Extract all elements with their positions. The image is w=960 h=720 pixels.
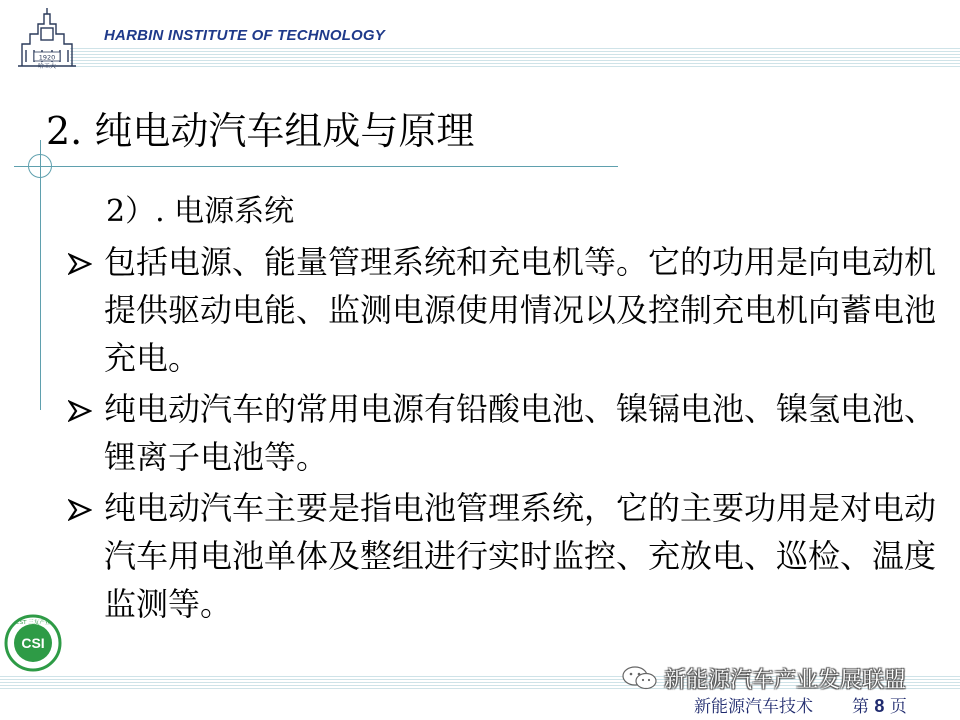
wechat-icon	[620, 664, 660, 692]
bullet-text: 纯电动汽车主要是指电池管理系统，它的主要功用是对电动汽车用电池单体及整组进行实时监控、充放电、巡检、温度监测等。	[104, 489, 937, 623]
bullet-item	[66, 238, 936, 382]
watermark-text: 新能源汽车产业发展联盟	[664, 668, 907, 693]
page-suffix: 页	[889, 697, 907, 717]
bullet-item	[66, 484, 936, 628]
badge-ring-text: CST 三友产业	[15, 620, 51, 626]
bullet-text: 纯电动汽车的常用电源有铅酸电池、镍镉电池、镍氢电池、锂离子电池等。	[104, 390, 937, 476]
bullet-item	[66, 385, 936, 481]
page-number-value: 8	[874, 696, 885, 716]
university-building-emblem-icon	[14, 4, 80, 70]
school-name: HARBIN INSTITUTE OF TECHNOLOGY	[104, 27, 385, 44]
bullet-list	[66, 238, 936, 631]
page-number	[852, 692, 907, 717]
watermark	[620, 664, 950, 692]
header-stripes	[70, 48, 960, 68]
arrow-right-icon	[68, 400, 92, 422]
left-accent-rule	[40, 140, 41, 410]
arrow-right-icon	[68, 499, 92, 521]
badge-center-text: CSI	[21, 635, 45, 651]
course-name: 新能源汽车技术	[694, 697, 813, 717]
arrow-right-icon	[68, 253, 92, 275]
alliance-badge-icon	[4, 612, 62, 674]
bullet-text: 包括电源、能量管理系统和充电机等。它的功用是向电动机提供驱动电能、监测电源使用情况以及控制充电机向蓄电池充电。	[104, 243, 937, 377]
logo-text: 哈工大	[37, 63, 57, 70]
title-underline	[14, 166, 618, 167]
page-prefix: 第	[852, 697, 869, 717]
section-subheading: 2）. 电源系统	[106, 194, 295, 229]
logo-year: 1920	[38, 53, 56, 62]
slide-header	[0, 0, 960, 72]
slide-title: 2. 纯电动汽车组成与原理	[46, 109, 475, 153]
